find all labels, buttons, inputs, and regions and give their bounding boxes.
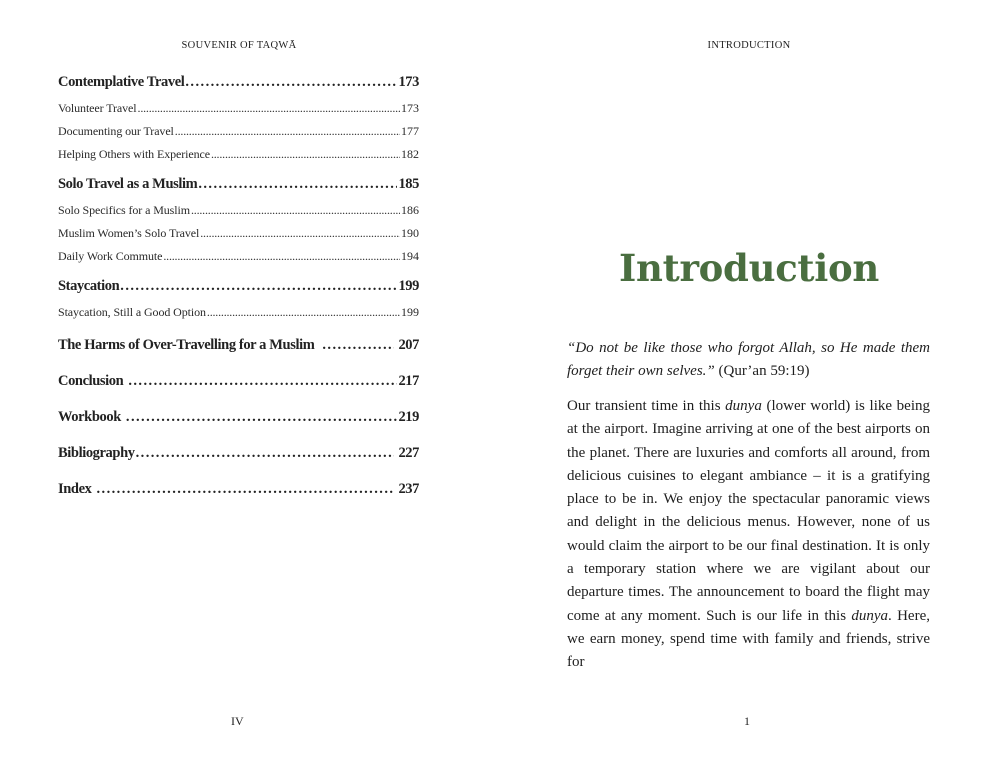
dot-leader [126,409,398,426]
dot-leader [128,373,397,390]
toc-entry[interactable] [58,74,419,96]
dot-leader [211,147,400,162]
toc-entry-title: Conclusion [58,373,124,389]
left-page [0,0,490,761]
toc-entry-page: 194 [401,249,419,263]
chapter-title: Introduction [619,246,879,290]
toc-entry-page: 173 [398,74,419,90]
toc-entry-title: Muslim Women’s Solo Travel [58,226,200,240]
toc-entry-title: Contemplative Travel [58,74,185,90]
dot-leader [198,176,397,193]
dot-leader [136,445,395,462]
toc-entry-page: 227 [398,445,419,461]
toc-entry[interactable] [58,278,419,300]
toc-entry-page: 190 [401,226,419,240]
body-paragraph [567,395,930,675]
epigraph-quote: “Do not be like those who forgot Allah, so He made them forget their own selves.” [567,340,930,380]
toc-entry[interactable] [58,481,419,503]
dot-leader [163,249,400,264]
toc-entry-title: Staycation, Still a Good Option [58,305,206,319]
dot-leader [96,481,394,498]
toc-entry[interactable] [58,101,419,124]
toc-entry-page: 237 [398,481,419,497]
toc-entry-page: 199 [401,305,419,319]
toc-entry[interactable] [58,203,419,226]
dot-leader [185,74,397,91]
running-head: INTRODUCTION [707,40,791,51]
toc-entry-page: 219 [398,409,419,425]
toc-entry-title: Index [58,481,92,497]
toc-entry[interactable] [58,176,419,198]
toc-entry[interactable] [58,226,419,249]
toc-entry-title: The Harms of Over-Travelling for a Muslim [58,337,315,353]
toc-entry-title: Staycation [58,278,120,294]
dot-leader [138,101,400,116]
right-page [495,0,985,761]
toc-entry-title: Helping Others with Experience [58,147,210,161]
toc-entry-title: Solo Travel as a Muslim [58,176,198,192]
epigraph [567,337,930,384]
toc-entry-page: 185 [398,176,419,192]
toc-entry-page: 186 [401,203,419,217]
toc-entry[interactable] [58,147,419,170]
dot-leader [322,337,394,354]
toc-entry[interactable] [58,373,419,395]
dot-leader [191,203,400,218]
paragraph-text: Our transient time in this [567,398,726,414]
toc-entry-page: 173 [401,101,419,115]
toc-entry[interactable] [58,445,419,467]
table-of-contents [58,74,419,503]
toc-entry-title: Daily Work Commute [58,249,163,263]
dot-leader [207,305,400,320]
page-number: 1 [744,714,750,728]
page-number: IV [231,714,244,728]
toc-entry-page: 207 [398,337,419,353]
dot-leader [175,124,400,139]
toc-entry-page: 199 [398,278,419,294]
epigraph-citation: (Qur’an 59:19) [714,363,810,380]
toc-entry[interactable] [58,305,419,328]
italic-term: dunya [725,398,762,414]
toc-entry-page: 217 [398,373,419,389]
toc-entry-title: Solo Specifics for a Muslim [58,203,190,217]
toc-entry-page: 177 [401,124,419,138]
paragraph-text: . Here, we earn money, spend time with family and friends, strive for [567,607,930,671]
italic-term: dunya [851,607,889,624]
toc-entry[interactable] [58,337,419,359]
running-head: SOUVENIR OF TAQWĀ [181,40,297,51]
dot-leader [200,226,400,241]
dot-leader [120,278,397,295]
toc-entry[interactable] [58,124,419,147]
toc-entry-page: 182 [401,147,419,161]
toc-entry[interactable] [58,249,419,272]
toc-entry-title: Workbook [58,409,121,425]
toc-entry-title: Volunteer Travel [58,101,137,115]
toc-entry[interactable] [58,409,419,431]
toc-entry-title: Bibliography [58,445,135,461]
paragraph-text: (lower world) is like being at the airport. Imagine arriving at one of the best airports on the planet. There are luxuries and comforts all around, from delicious cuisines to elegant ambiance – it is a gratifying place to be in. We enjoy the spectacular panoramic views and delight in the delicious menus. However, none of us would claim the airport to be our final destination. It is only a temporary station where we are vigilant about our departure times. The announcement to board the flight may come at any moment. Such is our life in this [567,398,930,624]
toc-entry-title: Documenting our Travel [58,124,174,138]
